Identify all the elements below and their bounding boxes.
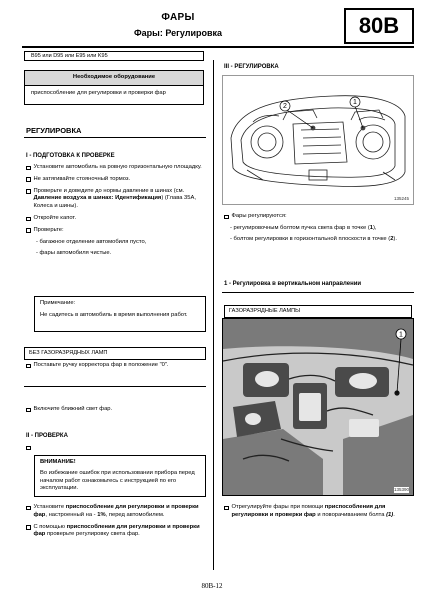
callout-1: 1: [353, 99, 357, 106]
reference-link[interactable]: Давление воздуха в шинах: Идентификация: [33, 195, 162, 202]
model-list: B95 или D95 или E95 или K95: [24, 51, 204, 61]
section-2-heading: II - ПРОВЕРКА: [26, 433, 68, 439]
step-text: Включите ближний свет фар.: [33, 406, 113, 412]
section-3-body: [224, 213, 412, 246]
variant-label: БЕЗ ГАЗОРАЗРЯДНЫХ ЛАМП: [24, 347, 206, 360]
checkbox-icon: [26, 408, 31, 413]
step-text: [232, 504, 413, 520]
checkbox-icon: [26, 228, 31, 233]
check-item: - фары автомобиля чистые.: [36, 249, 112, 256]
heading-rule: [24, 137, 206, 138]
point-ref: 1: [369, 224, 373, 231]
step-text-part: Проверьте и доведите до нормы давление в шинах (см.: [33, 187, 185, 194]
setting-value: 1%: [97, 511, 106, 518]
step-item: [224, 213, 412, 221]
section-1-steps: [26, 164, 208, 260]
warning-text: Во избежание ошибок при использовании прибора перед началом работ ознакомьтесь с инструкцией по его эксплуатации.: [40, 469, 195, 492]
check-list: [36, 239, 208, 258]
step-item: [26, 362, 208, 370]
section-3-heading: III - РЕГУЛИРОВКА: [224, 64, 279, 70]
section-3-final: [224, 504, 412, 524]
step-text-part: .: [393, 511, 395, 518]
warning-box: [34, 455, 206, 497]
step-text-part: ) (Глава 35А, Колеса и шины).: [33, 195, 196, 210]
step-text-part: Установите: [33, 504, 65, 510]
checkbox-icon: [224, 506, 229, 511]
adjust-text: - болтом регулировки в горизонтальной плоскости в точке (: [230, 235, 391, 242]
headlamp-figure: [222, 75, 414, 205]
adjust-point: [230, 225, 412, 233]
tool-name: приспособления для регулировки и проверки фар: [231, 504, 386, 518]
step-text: [34, 524, 209, 540]
step-item: [26, 504, 208, 520]
headlamp-drawing: [223, 76, 413, 204]
step-item: [26, 524, 208, 540]
variant-rule: [24, 386, 206, 387]
subsection-heading: 1 - Регулировка в вертикальном направлении: [224, 281, 362, 287]
checkbox-icon: [224, 215, 229, 220]
point-ref: 2: [390, 235, 394, 242]
column-divider: [213, 60, 214, 570]
step-item: [26, 164, 208, 172]
equipment-body: приспособление для регулировки и проверки фар: [31, 89, 166, 96]
step-text-part: , перед автомобилем.: [105, 511, 165, 518]
note-title: Примечание:: [40, 300, 76, 306]
step-text: Проверьте:: [33, 226, 64, 233]
callout-1: 1: [399, 331, 403, 339]
step-item: [26, 188, 208, 211]
variant-steps: [26, 362, 208, 374]
chapter-title: ФАРЫ: [161, 12, 195, 23]
step-item: [26, 227, 208, 235]
step-text: Поставьте ручку корректора фар в положение "0".: [33, 362, 169, 368]
checkbox-icon: [26, 506, 31, 511]
figure-number: 135390: [393, 486, 409, 492]
adjust-text: - регулировочным болтом пучка света фар в точке (: [230, 224, 370, 231]
page-header: [22, 8, 414, 46]
checkbox-icon: [26, 525, 31, 530]
section-2-marker: [26, 444, 208, 454]
checkbox-icon: [26, 166, 31, 171]
step-item: [224, 504, 412, 520]
main-heading: РЕГУЛИРОВКА: [26, 126, 82, 135]
adjust-text: ),: [373, 224, 377, 231]
point-ref: (1): [386, 511, 394, 518]
checkbox-icon: [26, 446, 31, 451]
check-item: - багажное отделение автомобиля пусто,: [36, 238, 147, 245]
step-text: Фары регулируются:: [231, 213, 287, 219]
step-text: Не затягивайте стояночный тормоз.: [33, 175, 131, 182]
step-text: [34, 504, 209, 520]
page-number: 80B-12: [201, 582, 223, 590]
header-rule: [22, 46, 414, 48]
checkbox-icon: [26, 189, 31, 194]
section-title: Фары: Регулировка: [133, 27, 223, 38]
tool-name: приспособления для регулировки и проверки фар: [33, 523, 200, 538]
note-box: [34, 296, 206, 332]
step-item: [26, 215, 208, 223]
step-item: [26, 176, 208, 184]
variant-steps-2: [26, 406, 208, 418]
step-item: [26, 406, 208, 414]
note-text: Не садитесь в автомобиль в время выполнения работ.: [40, 311, 188, 318]
tool-name: приспособление для регулировки и проверки фар: [33, 504, 199, 518]
step-text-part: , настроенный на -: [45, 511, 96, 518]
subsection-rule: [222, 292, 414, 293]
variant-label-xenon: ГАЗОРАЗРЯДНЫЕ ЛАМПЫ: [224, 305, 412, 318]
section-2-steps: [26, 504, 208, 543]
step-text-part: и поворачиванием болта: [317, 511, 385, 518]
warning-title: ВНИМАНИЕ!: [40, 459, 76, 465]
checkbox-icon: [26, 364, 31, 369]
step-text: Откройте капот.: [33, 215, 77, 222]
adjust-point: [230, 236, 412, 244]
step-text-part: проверьте регулировку света фар.: [46, 531, 140, 538]
equipment-header: Необходимое оборудование: [25, 71, 203, 86]
equipment-table: [24, 70, 204, 105]
step-text-part: Отрегулируйте фары при помощи: [231, 504, 324, 510]
engine-bay-figure: [222, 318, 414, 496]
engine-bay-drawing: [223, 319, 413, 495]
checkbox-icon: [26, 217, 31, 222]
checkbox-icon: [26, 177, 31, 182]
step-text: [34, 188, 209, 211]
callout-2: 2: [283, 103, 287, 110]
chapter-code: 80B: [344, 8, 414, 44]
step-text: Установите автомобиль на ровную горизонтальную площадку.: [33, 164, 202, 170]
section-1-heading: I - ПОДГОТОВКА К ПРОВЕРКЕ: [26, 153, 115, 159]
adjust-points: [230, 225, 412, 244]
figure-number: 135245: [393, 195, 409, 201]
header-titles: [22, 8, 334, 44]
adjust-text: ).: [393, 235, 397, 242]
step-text-part: С помощью: [33, 523, 66, 530]
